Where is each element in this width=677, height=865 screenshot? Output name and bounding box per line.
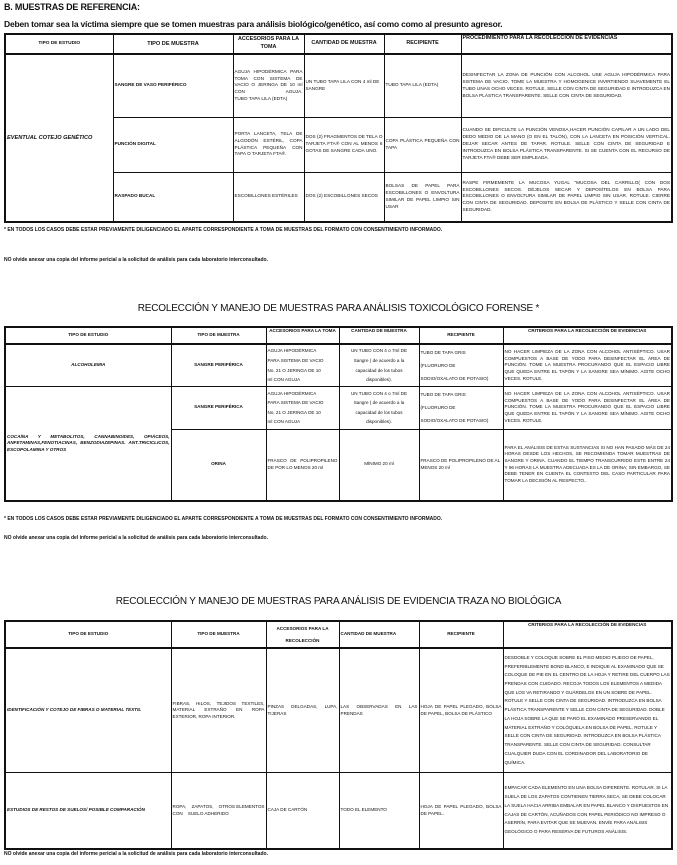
accessories-line: AGUJA HIPODÉRMICA [267,390,317,396]
accessories-line: PARA SISTEMA DE VACIO [267,357,324,363]
quantity-line: capacidad de los tubos [355,367,403,373]
quantity-line: Sangre ( de acuerdo a la [353,400,405,406]
container [419,344,503,387]
col-header: CRITERIOS PARA LA RECOLECCIÓN DE EVIDENCIAS [503,621,672,648]
sample-type: RASPADO BUCAL [113,172,233,222]
accessories [266,387,339,430]
col-header: TIPO DE MUESTRA [171,327,266,344]
criteria: EMPACAR CADA ELEMENTO EN UNA BOLSA DIFERENTE. ROTULAR. SI LA SUELA DE LOS ZAPATOS CONTIENEN TIERRA SECA, SE DEBE COLOCAR LA SUELA HACIA ARRIBA EMBALAR EN PAPEL BLANCO Y DISPUESTOS EN CAJAS DE CARTÓN, ACUÑADOS CON PAPEL PERIÓDICO NO IMPRESO O ASERRÍN, PARA EVITAR QUE SE MUEVAN. ENVÍE PARA ANÁLISIS GEOLÓGICO O PARA RESERVA DE FUTUROS ANÁLISIS. [503,773,672,849]
study-type: ALCOHOLEMIA [5,344,171,387]
container [419,387,503,430]
sample-type: FIBRAS, HILOS, TEJIDOS TEXTILES, MATERIAL EXTRAÑO EN ROPA EXTERIOR, ROPA INTERIOR. [171,648,266,773]
procedure: CUANDO SE DIFICULTE LA PUNCIÓN VENOSA,HACER PUNCIÓN CAPILAR A UN LADO DEL DEDO MEDIO DE LA MANO (O EN EL TALÓN), CON LA LANCETA EN POSICIÓN VERTICAL. DEJAR SECAR ANTES DE TAPAR. ROTULE. SELLE CON CINTA DE SEGURIDAD E INTRODUZCA EN BOLSA PLÁSTICA TRANSPARENTE. SI SE CUENTA CON EL RECURSO DE TARJETA FTA® DEBE SER EMPLEADA. [461,117,672,172]
col-header: RECIPIENTE [384,34,461,54]
container-line: TUBO DE TAPA GRIS [420,349,466,355]
col-header: TIPO DE MUESTRA [171,621,266,648]
table-row [5,54,672,117]
container-line: TUBO DE TAPA GRIS [420,391,466,397]
col-header: RECIPIENTE [419,621,503,648]
container: BOLSAS DE PAPEL PARA ESCOBILLONES O ENVOLTURA SIMILAR DE PAPEL LIMPIO SIN USAR [384,172,461,222]
criteria: NO HACER LIMPIEZA DE LA ZONA CON ALCOHOL ANTISÉPTICO. USAR COMPUESTOS A BASE DE YODO PARA DESINFECTAR EL ÁREA DE PUNCIÓN. TOME LA MUESTRA PROCURANDO QUE EL ESPACIO LIBRE QUE QUEDA ENTRE EL TAPÓN Y LA SANGRE SEA MÍNIMO. AGITE OCHO VECES. ROTULE. [503,344,672,387]
quantity: UN TUBO TAPA LILA CON 4 ml DE SANGRE [304,54,384,117]
accessories: PINZAS DELGADAS, LUPA, TIJERAS [266,648,339,773]
study-type: EVENTUAL COTEJO GENÉTICO [5,54,113,222]
table-row [5,344,672,387]
sample-type: SANGRE PERIFÉRICA [171,344,266,387]
consent-note: * EN TODOS LOS CASOS DEBE ESTAR PREVIAMENTE DILIGENCIADO EL APARTE CORRESPONDIENTE A TOMA DE MUESTRAS DEL FORMATO CON CONSENTIMIENTO INFORMADO. [4,227,443,233]
quantity: DOS (2) ESCOBILLONES SECOS [304,172,384,222]
quantity: TODO EL ELEMENTO [339,773,419,849]
accessories: ESCOBILLONES ESTÉRILES [233,172,304,222]
sample-type: ROPA, ZAPATOS, OTROS ELEMENTOS CON SUELO ADHERIDO [171,773,266,849]
accessories: FRASCO DE POLIPROPILENO DE POR LO MENOS 20 ml [266,429,339,501]
sample-type: SANGRE PERIFÉRICA [171,387,266,430]
sample-type: PUNCIÓN DIGITAL [113,117,233,172]
toxicology-table [4,326,673,502]
section-intro: Deben tomar sea la víctima siempre que se tomen muestras para análisis biológico/genético, así como como al presunto agresor. [4,19,503,29]
quantity: DOS (2) FRAGMENTOS DE TELA O TARJETA FTA® CON AL MENOS 6 GOTAS DE SANGRE CADA UNO. [304,117,384,172]
col-header: RECIPIENTE [419,327,503,344]
toxicology-title: RECOLECCIÓN Y MANEJO DE MUESTRAS PARA ANÁLISIS TOXICOLÓGICO FORENSE * [137,303,540,314]
quantity-line: disponibles). [366,419,392,425]
section-heading: B. MUESTRAS DE REFERENCIA: [4,2,140,12]
sample-type: ORINA [171,429,266,501]
trace-evidence-title: RECOLECCIÓN Y MANEJO DE MUESTRAS PARA ANÁLISIS DE EVIDENCIA TRAZA NO BIOLÓGICA [115,596,562,607]
consent-note-2: * EN TODOS LOS CASOS DEBE ESTAR PREVIAMENTE DILIGENCIADO EL APARTE CORRESPONDIENTE A TOMA DE MUESTRAS DEL FORMATO CON CONSENTIMIENTO INFORMADO. [4,516,443,522]
criteria: DESDOBLE Y COLOQUE SOBRE EL PISO MEDIO PLIEGO DE PAPEL, PREFERIBLEMENTE BOND BLANCO, E INDIQUE AL EXAMINADO QUE SE COLOQUE DE PIE EN EL CENTRO DE LA HOJA Y RETIRE DEL CUERPO LAS PRENDAS CON CUIDADO. RECOJA TODOS LOS ELEMENTOS A MEDIDA QUE LOS VA RETIRANDO Y GUÁRDELOS EN UN SOBRE DE PAPEL. ROTULE Y SELLE CON CINTA DE SEGURIDAD. INTRODUZCA EN BOLSA PLÁSTICA TRANSPARENTE Y SELLE CON CINTA DE SEGURIDAD. DOBLE LA HOJA SOBRE LA QUE SE PARÓ EL EXAMINADO PRESERVANDO EL MATERIAL EXTRAÑO Y COLÓQUELA EN BOLSA DE PAPEL. ROTULE Y SELLE CON CINTA DE SEGURIDAD. INTRODUZCA EN BOLSA PLÁSTICA TRANSPARENTE. SELLE CON CINTA DE SEGURIDAD. CONSULTAR CUALQUIER DUDA CON EL CORDINADOR DEL LABORATORIO DE QUÍMICA. [503,648,672,773]
reference-samples-table [4,33,673,223]
container-line: SODIO/OXALATO DE POTASIO) [420,376,489,382]
accessories-line: AGUJA HIPODÉRMICA [267,348,317,354]
trace-evidence-table [4,620,673,850]
accessories [266,344,339,387]
col-header: TIPO DE MUESTRA [113,34,233,54]
quantity: LAS OBSERVADAS EN LAS PRENDAS [339,648,419,773]
criteria: NO HACER LIMPIEZA DE LA ZONA CON ALCOHOL ANTISÉPTICO. USAR COMPUESTOS A BASE DE YODO PARA DESINFECTAR EL ÁREA DE PUNCIÓN. TOME LA MUESTRA PROCURANDO QUE EL ESPACIO LIBRE QUE QUEDA ENTRE EL TAPÓN Y LA SANGRE SEA MÍNIMO. AGITE OCHO VECES. ROTULE. [503,387,672,430]
table-row [5,387,672,430]
col-header: ACCESORIOS PARA LA TOMA [233,34,304,54]
container: FRASCO DE POLIPROPILENO DE AL MENOS 20 ml [419,429,503,501]
accessories-line: No. 21 O JERINGA DE 10 [267,409,321,415]
container: TUBO TAPA LILA (EDTA) [384,54,461,117]
col-header: TIPO DE ESTUDIO [5,327,171,344]
container: HOJA DE PAPEL PLEGADO, BOLSA DE PAPEL. [419,773,503,849]
annex-note-3: NO olvide anexar una copia del informe pericial a la solicitud de análisis para cada laboratorio interconsultado. [4,851,268,857]
study-type: ESTUDIOS DE RESTOS DE SUELOS/ POSIBLE COMPARACIÓN [5,773,171,849]
quantity: MÍNIMO 20 ml [339,429,419,501]
container-line: (FLUORURO DE [420,362,456,368]
annex-note-2: NO olvide anexar una copia del informe pericial a la solicitud de análisis para cada laboratorio interconsultado. [4,535,268,541]
col-header: CANTIDAD DE MUESTRA [339,621,419,648]
quantity [339,387,419,430]
accessories: PORTA LANCETA, TELA DE ALGODÓN ESTÉRIL, COPA PLÁSTICA PEQUEÑA CON TAPA O TARJETA FTA®. [233,117,304,172]
study-type: COCAÍNA Y METABOLITOS, CANNABINOIDES, OPIÁCEOS, ANFETAMINAS,FENOTIACINAS, BENZODIAZEPINAS. ANT.TRICICLICOS, ESCOPOLAMINA Y OTROS [5,387,171,501]
criteria: PARA EL ANÁLISIS DE ESTAS SUSTANCIAS SI NO HAN PASADO MÁS DE 24 HORAS DESDE LOS HECHOS, SE RECOMIENDA TOMAR MUESTRAS DE SANGRE Y ORINA. CUANDO EL TIEMPO TRANSCURRIDO ESTE ENTRE 24 Y 96 HORAS LA MUESTRA ADECUADA ES LA DE ORINA; SIN EMBARGO, SE DEBE TENER EN CUENTA EL CONTEXTO DEL CASO PARTICULAR PARA TOMAR LA DECISIÓN AL RESPECTO.. [503,429,672,501]
table-row [5,773,672,849]
quantity-line: Sangre ( de acuerdo a la [353,357,405,363]
quantity-line: capacidad de los tubos [355,409,403,415]
accessories: AGUJA HIPODÉRMICA PARA TOMA CON SISTEMA DE VACIO O JERINGA DE 10 ml CON AGUJA. TUBO TAPA LILA (EDTA) [233,54,304,117]
accessories-line: ml CON AGUJA [267,377,301,383]
accessories-line: No. 21 O JERINGA DE 10 [267,367,321,373]
table-row [5,648,672,773]
sample-type: SANGRE DE VASO PERIFÉRICO [113,54,233,117]
col-header: TIPO DE ESTUDIO [5,34,113,54]
col-header: ACCESORIOS PARA LA TOMA [266,327,339,344]
accessories-line: PARA SISTEMA DE VACIO [267,400,324,406]
procedure: RASPE FIRMEMENTE LA MUCOSA YUGAL "MUCOSA DEL CARRILLO( CON DOS ESCOBILLONES SECOS. DÉJELOS SECAR Y DEPOSÍTELOS EN BOLSA PARA ESCOBILLONES O ENVOLTURA SIMILAR DE PAPEL LIMPIO SIN USAR. ROTULE. CIERRE CON CINTA DE SEGURIDAD. DEPOSITE EN BOLSA DE PLÁSTICO Y SELLE CON CINTA DE SEGURIDAD. [461,172,672,222]
accessories: CAJA DE CARTÓN [266,773,339,849]
container: HOJA DE PAPEL PLEGADO, BOLSA DE PAPEL, BOLSA DE PLÁSTICO [419,648,503,773]
col-header: ACCESORIOS PARA LA RECOLECCIÓN [266,621,339,648]
container-line: (FLUORURO DE [420,405,456,411]
col-header: PROCEDIMIENTO PARA LA RECOLECCIÓN DE EVIDENCIAS [461,34,672,54]
quantity-line: disponibles). [366,377,392,383]
col-header: TIPO DE ESTUDIO [5,621,171,648]
accessories-line: ml CON AGUJA [267,419,301,425]
procedure: DESINFECTAR LA ZONA DE PUNCIÓN CON ALCOHOL USE AGUJA HIPODÉRMICA PARA SISTEMA DE VACIO. TOME LA MUESTRA Y HOMOGENICE INVIRTIENDO SUAVEMENTE EL TUBO UNAS OCHO VECES. ROTULE. SELLE CON CINTA DE SEGURIDAD E INTRODUZCA EN BOLSA PLÁSTICA TRANSPARENTE. SELLE CON CINTA DE SEGURIDAD. [461,54,672,117]
quantity-line: UN TUBO CON 4 o 7ml DE [350,390,408,396]
container-line: SODIO/OXALATO DE POTASIO) [420,418,489,424]
col-header: CRITERIOS PARA LA RECOLECCIÓN DE EVIDENCIAS [503,327,672,344]
quantity-line: UN TUBO CON 4 o 7ml DE [350,348,408,354]
study-type: IDENTIFICACIÓN Y COTEJO DE FIBRAS O MATERIAL TEXTIL [5,648,171,773]
annex-note: NO olvide anexar una copia del informe pericial a la solicitud de análisis para cada laboratorio interconsultado. [4,257,268,263]
col-header: CANTIDAD DE MUESTRA [304,34,384,54]
container: COPA PLÁSTICA PEQUEÑA CON TAPA [384,117,461,172]
col-header: CANTIDAD DE MUESTRA [339,327,419,344]
quantity [339,344,419,387]
